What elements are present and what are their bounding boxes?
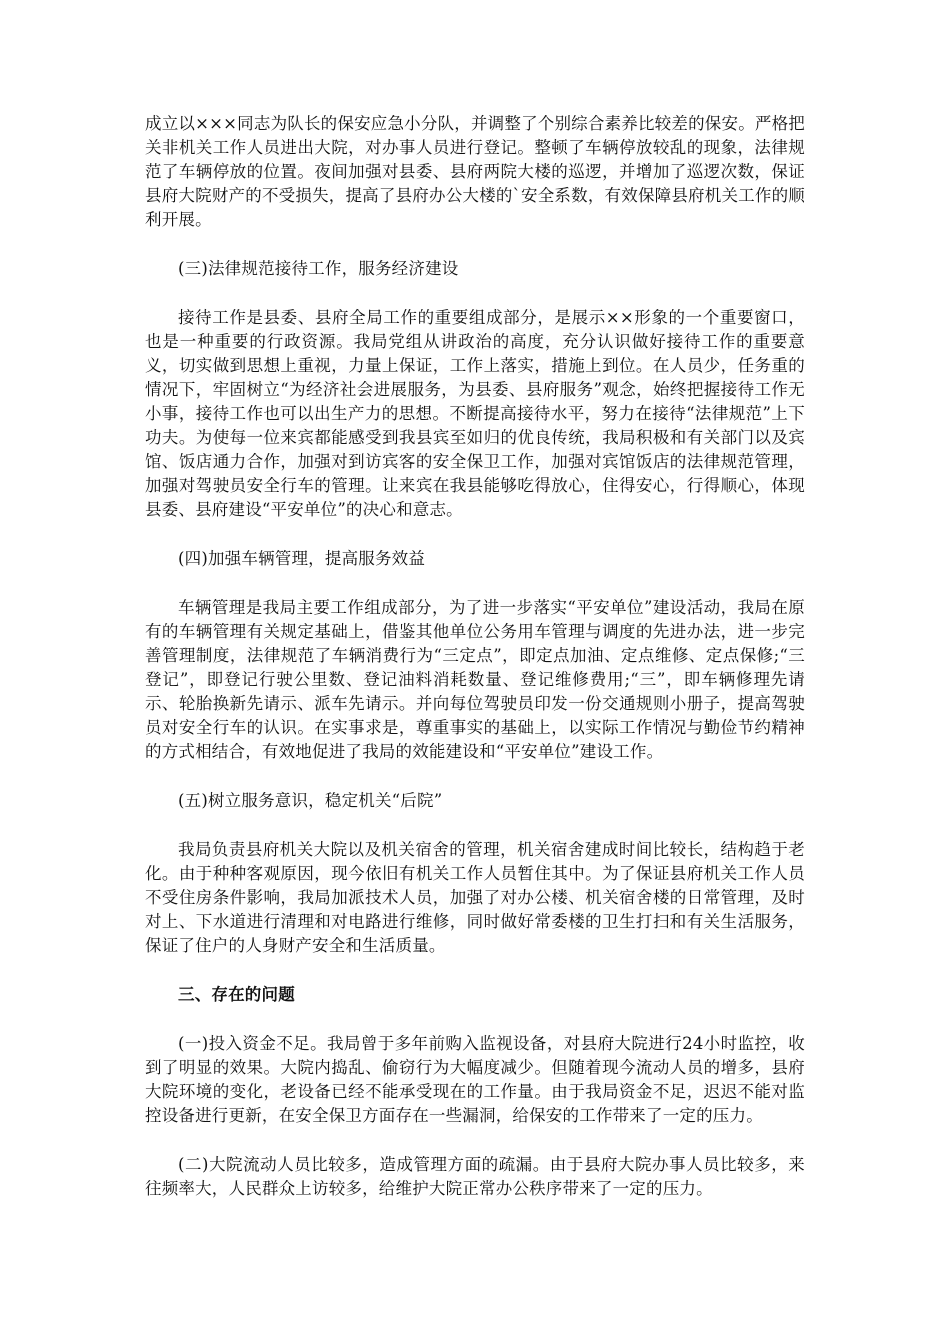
paragraph-reception-work: 接待工作是县委、县府全局工作的重要组成部分，是展示××形象的一个重要窗口，也是一种重要的行政资源。我局党组从讲政治的高度，充分认识做好接待工作的重要意义，切实做到思想上重视，力量上保证，工作上落实，措施上到位。在人员少，任务重的情况下，牢固树立“为经济社会进展服务，为县委、县府服务”观念，始终把握接待工作无小事，接待工作也可以出生产力的思想。不断提高接待水平，努力在接待“法律规范”上下功夫。为使每一位来宾都能感受到我县宾至如归的优良传统，我局积极和有关部门以及宾馆、饭店通力合作，加强对到访宾客的安全保卫工作，加强对宾馆饭店的法律规范管理，加强对驾驶员安全行车的管理。让来宾在我县能够吃得放心，住得安心，行得顺心，体现县委、县府建设“平安单位”的决心和意志。 xyxy=(145,308,805,519)
heading-reception-work: (三)法律规范接待工作，服务经济建设 xyxy=(178,259,459,278)
paragraph-problem-personnel: (二)大院流动人员比较多，造成管理方面的疏漏。由于县府大院办事人员比较多，来往频率大，人民群众上访较多，给维护大院正常办公秩序带来了一定的压力。 xyxy=(145,1155,805,1198)
document-page xyxy=(145,112,805,1201)
heading-vehicle-management: (四)加强车辆管理，提高服务效益 xyxy=(178,549,426,568)
paragraph-vehicle-management: 车辆管理是我局主要工作组成部分，为了进一步落实“平安单位”建设活动，我局在原有的车辆管理有关规定基础上，借鉴其他单位公务用车管理与调度的先进办法，进一步完善管理制度，法律规范了车辆消费行为“三定点”，即定点加油、定点维修、定点保修;“三登记”，即登记行驶公里数、登记油料消耗数量、登记维修费用;“三”，即车辆修理先请示、轮胎换新先请示、派车先请示。并向每位驾驶员印发一份交通规则小册子，提高驾驶员对安全行车的认识。在实事求是，尊重事实的基础上，以实际工作情况与勤俭节约精神的方式相结合，有效地促进了我局的效能建设和“平安单位”建设工作。 xyxy=(145,598,805,761)
paragraph-problem-funding: (一)投入资金不足。我局曾于多年前购入监视设备，对县府大院进行24小时监控，收到了明显的效果。大院内捣乱、偷窃行为大幅度减少。但随着现今流动人员的增多，县府大院环境的变化，老设备已经不能承受现在的工作量。由于我局资金不足，迟迟不能对监控设备进行更新，在安全保卫方面存在一些漏洞，给保安的工作带来了一定的压力。 xyxy=(145,1034,805,1125)
paragraph-security-team: 成立以×××同志为队长的保安应急小分队，并调整了个别综合素养比较差的保安。严格把关非机关工作人员进出大院，对办事人员进行登记。整顿了车辆停放较乱的现象，法律规范了车辆停放的位置。夜间加强对县委、县府两院大楼的巡逻，并增加了巡逻次数，保证县府大院财产的不受损失，提高了县府办公大楼的`安全系数，有效保障县府机关工作的顺利开展。 xyxy=(145,114,805,229)
paragraph-service-awareness: 我局负责县府机关大院以及机关宿舍的管理，机关宿舍建成时间比较长，结构趋于老化。由于种种客观原因，现今依旧有机关工作人员暂住其中。为了保证县府机关工作人员不受住房条件影响，我局加派技术人员，加强了对办公楼、机关宿舍楼的日常管理，及时对上、下水道进行清理和对电路进行维修，同时做好常委楼的卫生打扫和有关生活服务，保证了住户的人身财产安全和生活质量。 xyxy=(145,840,805,955)
heading-service-awareness: (五)树立服务意识，稳定机关“后院” xyxy=(178,791,443,810)
section-title-existing-problems: 三、存在的问题 xyxy=(178,985,295,1004)
